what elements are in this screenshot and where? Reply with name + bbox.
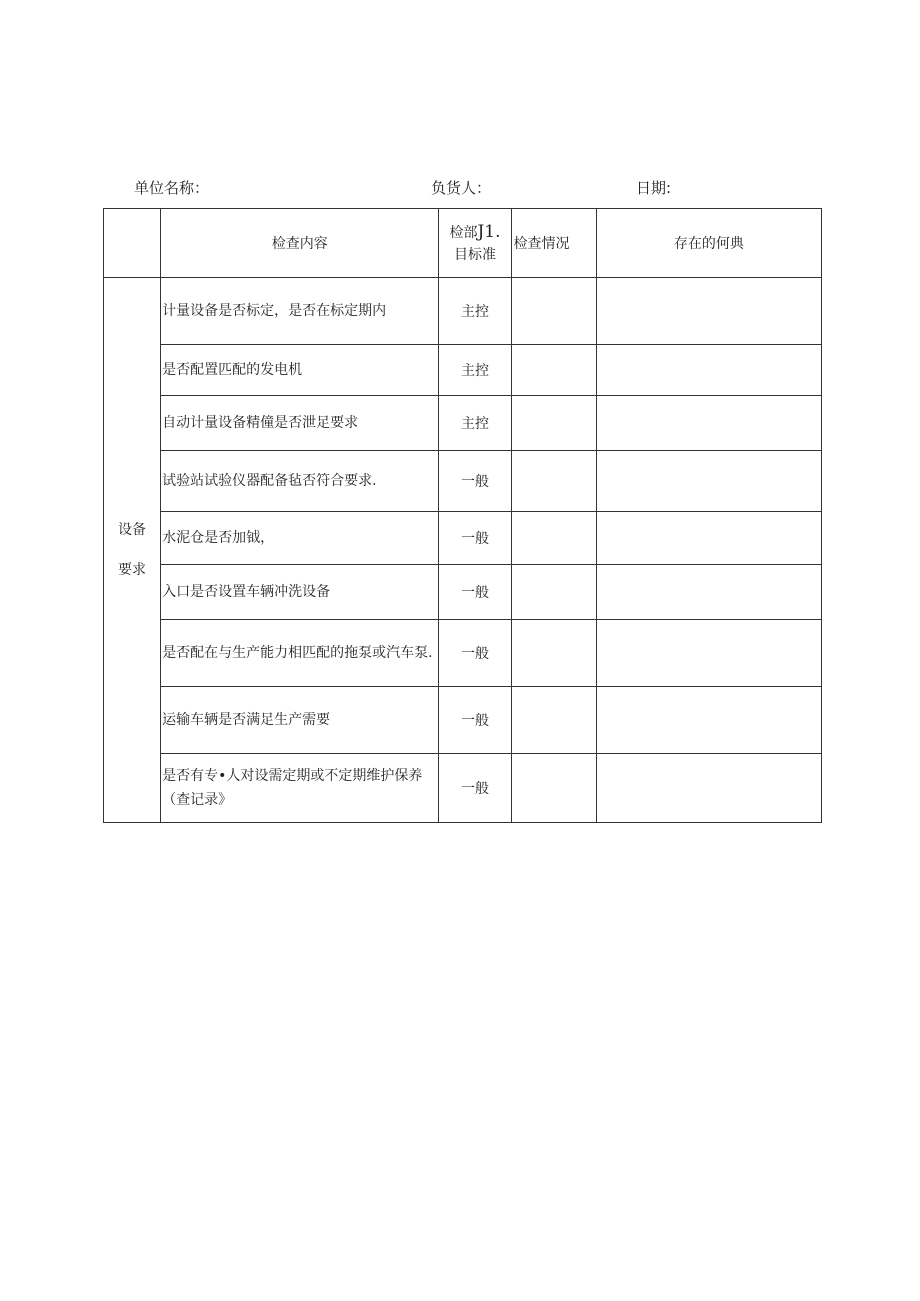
issues-cell[interactable] [596, 512, 821, 565]
table-row [104, 278, 822, 345]
standard-cell: 一般 [439, 565, 511, 620]
standard-cell: 主控 [439, 278, 511, 345]
category-line1: 设备 [118, 522, 147, 538]
issues-column-header: 存在的何典 [596, 209, 821, 278]
content-cell: 是否配置匹配的发电机 [161, 345, 439, 396]
table-row [104, 512, 822, 565]
category-cell [104, 278, 161, 823]
standard-cell: 主控 [439, 345, 511, 396]
standard-cell: 一般 [439, 687, 511, 754]
standard-cell: 一般 [439, 620, 511, 687]
category-line2: 要求 [118, 562, 147, 578]
content-cell: 入口是否设置车辆冲洗设备 [161, 565, 439, 620]
standard-header-line2: 目标准 [454, 246, 496, 263]
issues-cell[interactable] [596, 278, 821, 345]
issues-cell[interactable] [596, 687, 821, 754]
content-cell: 试验站试验仪器配备毡否符合要求. [161, 451, 439, 512]
standard-header-suffix: J1. [477, 221, 501, 242]
issues-cell[interactable] [596, 565, 821, 620]
table-row [104, 620, 822, 687]
date-label: 日期: [636, 179, 672, 197]
standard-column-header [439, 209, 511, 278]
standard-cell: 一般 [439, 754, 511, 823]
content-cell: 运输车辆是否满足生产需要 [161, 687, 439, 754]
check-status-cell[interactable] [511, 620, 596, 687]
content-column-header: 检查内容 [161, 209, 439, 278]
category-header-cell [104, 209, 161, 278]
content-cell: 是否有专•人对设需定期或不定期维护保养（查记录》 [161, 754, 439, 823]
check-status-cell[interactable] [511, 396, 596, 451]
standard-header-line1: 检部 [449, 224, 478, 241]
issues-cell[interactable] [596, 396, 821, 451]
content-cell: 是否配在与生产能力相匹配的拖泵或汽车泵. [161, 620, 439, 687]
content-cell: 自动计量设备精僮是否泄足要求 [161, 396, 439, 451]
table-header-row [104, 209, 822, 278]
check-status-cell[interactable] [511, 451, 596, 512]
table-row [104, 565, 822, 620]
check-status-cell[interactable] [511, 754, 596, 823]
inspection-table [103, 208, 822, 823]
issues-cell[interactable] [596, 620, 821, 687]
table-row [104, 396, 822, 451]
check-status-cell[interactable] [511, 512, 596, 565]
standard-cell: 一般 [439, 451, 511, 512]
check-status-column-header: 检查情况 [511, 209, 596, 278]
table-row [104, 687, 822, 754]
check-status-cell[interactable] [511, 687, 596, 754]
table-row [104, 754, 822, 823]
issues-cell[interactable] [596, 345, 821, 396]
content-cell: 水泥仓是否加钺， [161, 512, 439, 565]
content-cell: 计量设备是否标定，是否在标定期内 [161, 278, 439, 345]
table-row [104, 345, 822, 396]
issues-cell[interactable] [596, 754, 821, 823]
unit-name-label: 单位名称： [134, 179, 210, 197]
check-status-cell[interactable] [511, 345, 596, 396]
check-status-cell[interactable] [511, 565, 596, 620]
table-row [104, 451, 822, 512]
issues-cell[interactable] [596, 451, 821, 512]
standard-cell: 主控 [439, 396, 511, 451]
standard-cell: 一般 [439, 512, 511, 565]
check-status-cell[interactable] [511, 278, 596, 345]
responsible-person-label: 负货人： [431, 179, 492, 197]
